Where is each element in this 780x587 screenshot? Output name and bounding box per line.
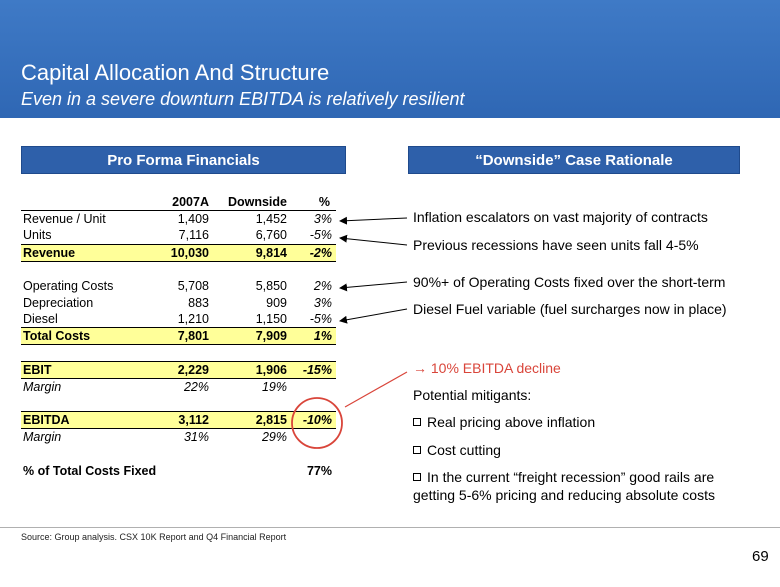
row-label: Depreciation	[23, 295, 94, 310]
table-spacer	[21, 446, 336, 463]
slide-title: Capital Allocation And Structure	[21, 60, 330, 85]
mitigant-text: Real pricing above inflation	[427, 414, 596, 430]
row-2007a: 5,708	[177, 279, 209, 294]
mitigant-item	[413, 441, 501, 459]
footer-divider	[0, 527, 780, 528]
row-label: Units	[23, 228, 52, 243]
pro-forma-header: Pro Forma Financials	[21, 146, 346, 174]
table-header-row	[21, 194, 336, 211]
row-pct	[289, 379, 336, 396]
row-downside: 1,150	[255, 312, 287, 327]
row-pct: 1%	[289, 328, 336, 345]
row-pct: -10%	[289, 412, 336, 429]
row-2007a: 2,229	[149, 362, 211, 379]
row-downside: 19%	[261, 380, 287, 395]
arrow-recessions	[340, 238, 407, 245]
arrow-diesel	[340, 309, 407, 321]
row-label: Total Costs	[21, 328, 149, 345]
page-number: 69	[752, 548, 769, 565]
row-2007a: 22%	[183, 380, 209, 395]
row-label: EBITDA	[21, 412, 149, 429]
mitigant-text-cont: getting 5-6% pricing and reducing absolute costs	[413, 487, 715, 503]
row-2007a: 883	[188, 295, 209, 310]
table-row-revenue	[21, 244, 336, 261]
table-spacer	[21, 395, 336, 412]
header-2007a: 2007A	[149, 194, 211, 211]
rationale-decline: → 10% EBITDA decline	[413, 360, 561, 376]
row-label: Margin	[23, 380, 62, 395]
mitigant-text: In the current “freight recession” good rails are	[427, 469, 715, 485]
row-downside: 7,909	[211, 328, 289, 345]
header-pct: %	[289, 194, 336, 211]
row-pct: -15%	[289, 362, 336, 379]
rationale-mitigants: Potential mitigants:	[413, 387, 532, 403]
slide-subtitle: Even in a severe downturn EBITDA is relatively resilient	[21, 89, 465, 109]
table-row	[21, 311, 336, 328]
table-row	[21, 278, 336, 295]
arrow-opcosts	[340, 282, 407, 288]
row-label: EBIT	[21, 362, 149, 379]
mitigant-item	[413, 468, 715, 504]
table-row-ebitda	[21, 412, 336, 429]
row-downside: 1,906	[211, 362, 289, 379]
table-row-margin	[21, 429, 336, 446]
row-pct: 2%	[313, 279, 332, 294]
row-downside: 909	[266, 295, 287, 310]
slide-header	[0, 0, 780, 118]
row-downside: 1,452	[255, 212, 287, 227]
table-row-ebit	[21, 362, 336, 379]
rationale-opcosts: 90%+ of Operating Costs fixed over the short-term	[413, 274, 726, 290]
checkbox-bullet-icon	[413, 418, 421, 426]
checkbox-bullet-icon	[413, 446, 421, 454]
rationale-inflation: Inflation escalators on vast majority of contracts	[413, 209, 708, 225]
rationale-diesel: Diesel Fuel variable (fuel surcharges now in place)	[413, 301, 727, 317]
pro-forma-table	[21, 194, 336, 479]
table-row-margin	[21, 379, 336, 396]
source-note: Source: Group analysis. CSX 10K Report and Q4 Financial Report	[21, 532, 287, 542]
row-label: Revenue	[21, 244, 149, 261]
row-pct: 3%	[313, 212, 332, 227]
table-row	[21, 227, 336, 244]
table-row-total-costs	[21, 328, 336, 345]
row-2007a: 31%	[183, 430, 209, 445]
table-row	[21, 294, 336, 311]
row-label: Revenue / Unit	[23, 212, 106, 227]
row-label: Margin	[23, 430, 62, 445]
row-pct: -5%	[309, 228, 332, 243]
row-label: Operating Costs	[23, 279, 114, 294]
table-row-fixed-costs	[21, 462, 336, 479]
row-label: Diesel	[23, 312, 58, 327]
row-downside: 5,850	[255, 279, 287, 294]
row-pct	[289, 429, 336, 446]
table-spacer	[21, 345, 336, 362]
row-2007a: 7,801	[149, 328, 211, 345]
rationale-recessions: Previous recessions have seen units fall 4-5%	[413, 237, 699, 253]
header-downside: Downside	[211, 194, 289, 211]
row-downside: 29%	[261, 430, 287, 445]
fixed-costs-value: 77%	[306, 463, 332, 478]
row-pct: 3%	[313, 295, 332, 310]
table-row	[21, 211, 336, 228]
rationale-header: “Downside” Case Rationale	[408, 146, 740, 174]
fixed-costs-label: % of Total Costs Fixed	[23, 463, 157, 478]
mitigant-text: Cost cutting	[427, 442, 501, 458]
checkbox-bullet-icon	[413, 473, 421, 481]
arrow-decline	[345, 372, 407, 407]
row-pct: -2%	[289, 244, 336, 261]
row-2007a: 1,210	[177, 312, 209, 327]
row-2007a: 10,030	[149, 244, 211, 261]
row-pct: -5%	[309, 312, 332, 327]
row-downside: 9,814	[211, 244, 289, 261]
row-2007a: 1,409	[177, 212, 209, 227]
row-downside: 2,815	[211, 412, 289, 429]
row-downside: 6,760	[255, 228, 287, 243]
arrow-inflation	[340, 218, 407, 221]
row-2007a: 7,116	[178, 228, 209, 243]
mitigant-item	[413, 413, 595, 431]
row-2007a: 3,112	[149, 412, 211, 429]
table-spacer	[21, 261, 336, 278]
header-label	[21, 194, 149, 211]
